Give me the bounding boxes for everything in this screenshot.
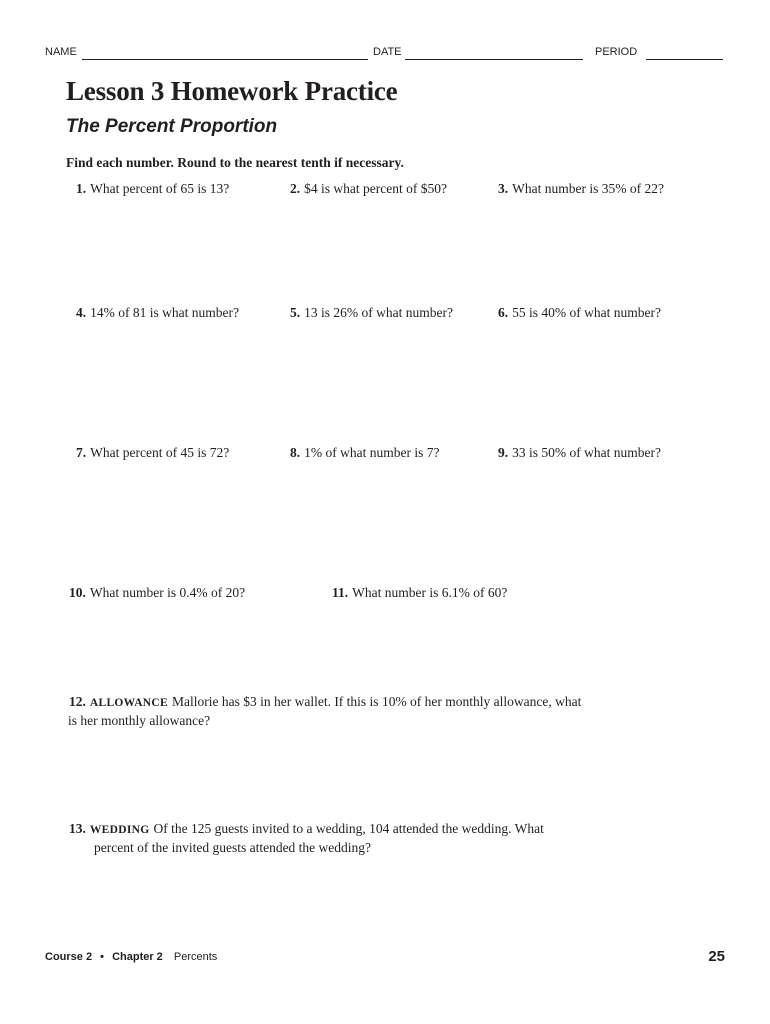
- date-blank: [405, 59, 583, 60]
- problem-11: [332, 585, 507, 601]
- problem-number: 8.: [290, 445, 301, 460]
- problem-number: 5.: [290, 305, 301, 320]
- problem-text: What number is 6.1% of 60?: [352, 585, 508, 600]
- page-footer: [45, 951, 217, 963]
- problem-4: [76, 305, 239, 321]
- instructions: Find each number. Round to the nearest tenth if necessary.: [66, 155, 404, 170]
- problem-number: 1.: [76, 181, 87, 196]
- problem-number: 13.: [69, 821, 86, 836]
- problem-tag: WEDDING: [89, 824, 150, 836]
- problem-5: [290, 305, 453, 321]
- footer-chapter: Chapter 2: [112, 951, 163, 963]
- problem-2: [290, 181, 447, 197]
- period-label: PERIOD: [595, 46, 638, 58]
- word-problem-13: [69, 820, 544, 857]
- name-blank: [82, 59, 368, 60]
- problem-text-line2: is her monthly allowance?: [68, 713, 211, 728]
- problem-tag: ALLOWANCE: [89, 697, 168, 709]
- problem-7: [76, 445, 229, 461]
- problem-text: 55 is 40% of what number?: [512, 305, 661, 320]
- problem-text: $4 is what percent of $50?: [304, 181, 447, 196]
- problem-text: 33 is 50% of what number?: [512, 445, 661, 460]
- problem-number: 6.: [498, 305, 509, 320]
- problem-number: 12.: [69, 694, 86, 709]
- problem-text-line1: Mallorie has $3 in her wallet. If this is 10% of her monthly allowance, what: [171, 694, 582, 709]
- footer-course: Course 2: [45, 951, 93, 963]
- page-number: 25: [708, 948, 725, 965]
- problem-6: [498, 305, 661, 321]
- problem-text: 14% of 81 is what number?: [90, 305, 239, 320]
- problem-3: [498, 181, 664, 197]
- problem-text-line2: percent of the invited guests attended the wedding?: [94, 840, 372, 855]
- lesson-title: Lesson 3 Homework Practice: [66, 76, 398, 106]
- word-problem-12: [69, 693, 581, 730]
- period-blank: [646, 59, 723, 60]
- problem-1: [76, 181, 229, 197]
- problem-text: 1% of what number is 7?: [304, 445, 440, 460]
- footer-topic: Percents: [173, 951, 218, 963]
- problem-text: What number is 35% of 22?: [512, 181, 664, 196]
- problem-number: 7.: [76, 445, 87, 460]
- problem-text: 13 is 26% of what number?: [304, 305, 453, 320]
- lesson-subtitle: The Percent Proportion: [66, 116, 278, 137]
- date-label: DATE: [373, 46, 402, 58]
- problem-number: 11.: [332, 585, 349, 600]
- problem-8: [290, 445, 439, 461]
- problem-text: What percent of 65 is 13?: [90, 181, 230, 196]
- problem-text: What percent of 45 is 72?: [90, 445, 230, 460]
- problem-text: What number is 0.4% of 20?: [89, 585, 246, 600]
- problem-9: [498, 445, 661, 461]
- name-label: NAME: [45, 46, 77, 58]
- problem-number: 3.: [498, 181, 509, 196]
- problem-number: 9.: [498, 445, 509, 460]
- problem-text-line1: Of the 125 guests invited to a wedding, 104 attended the wedding. What: [153, 821, 544, 836]
- problem-number: 4.: [76, 305, 87, 320]
- problem-10: [69, 585, 245, 601]
- footer-separator: •: [100, 951, 104, 963]
- problem-number: 2.: [290, 181, 301, 196]
- problem-number: 10.: [69, 585, 86, 600]
